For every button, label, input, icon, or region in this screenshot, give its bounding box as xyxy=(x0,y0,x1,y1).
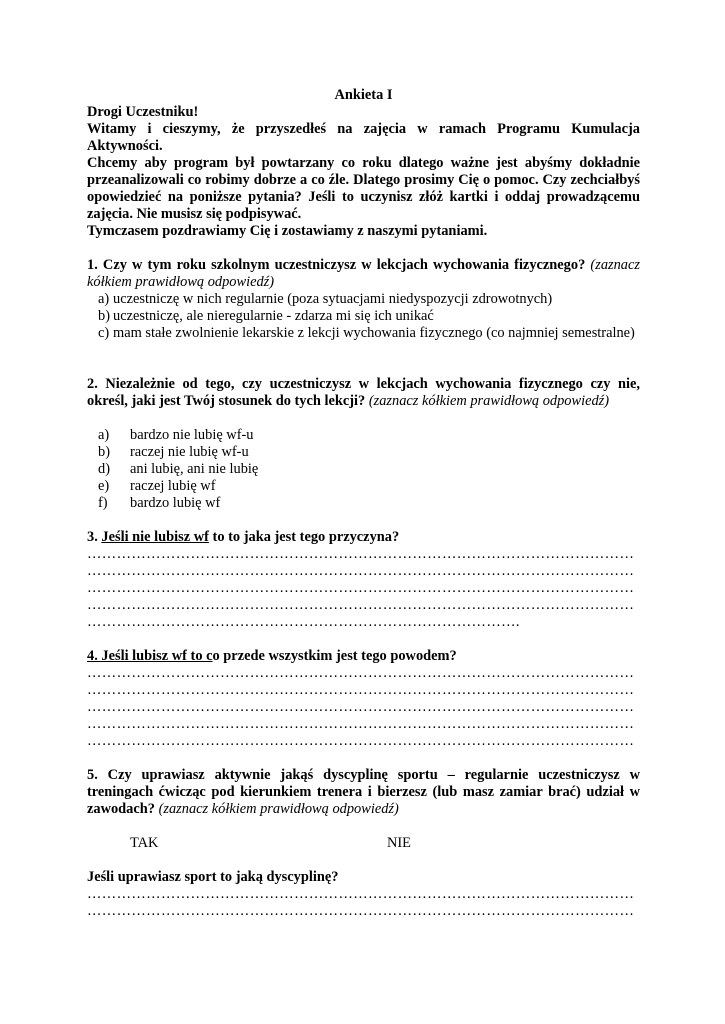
question-4-rest: o przede wszystkim jest tego powodem? xyxy=(212,648,457,664)
option-marker: b) xyxy=(98,308,110,324)
answer-line[interactable]: ………………………………………………………………………………………………… xyxy=(87,665,635,681)
option-marker: f) xyxy=(98,495,108,511)
answer-yes[interactable]: TAK xyxy=(130,835,159,851)
option-marker: a) xyxy=(98,291,110,307)
question-4-underlined: 4. Jeśli lubisz wf to c xyxy=(87,648,213,664)
question-2-options xyxy=(87,427,640,512)
answer-line[interactable]: ………………………………………………………………………………………………… xyxy=(87,733,635,749)
question-1-options xyxy=(87,291,640,342)
option-marker: d) xyxy=(98,461,110,477)
option-text: raczej lubię wf xyxy=(130,478,216,494)
question-2-hint: (zaznacz kółkiem prawidłową odpowiedź) xyxy=(368,393,610,409)
answer-line[interactable]: ………………………………………………………………………………………………… xyxy=(87,699,635,715)
answer-line[interactable]: ………………………………………………………………………………………………… xyxy=(87,580,635,596)
intro-paragraph-3: Tymczasem pozdrawiamy Cię i zostawiamy z naszymi pytaniami. xyxy=(87,223,488,239)
option-item[interactable] xyxy=(87,444,640,461)
option-text: ani lubię, ani nie lubię xyxy=(130,461,259,477)
option-item[interactable] xyxy=(87,461,640,478)
answer-line[interactable]: ………………………………………………………………………………………………… xyxy=(87,682,635,698)
answer-line[interactable]: ………………………………………………………………………………………………… xyxy=(87,903,635,919)
option-text: mam stałe zwolnienie lekarskie z lekcji wychowania fizycznego (co najmniej semestralne) xyxy=(113,325,635,341)
option-text: bardzo lubię wf xyxy=(130,495,221,511)
option-marker: c) xyxy=(98,325,110,341)
answer-no[interactable]: NIE xyxy=(387,835,411,851)
option-item[interactable] xyxy=(87,325,640,342)
answer-line[interactable]: ……………………………………………………………………………. xyxy=(87,614,520,630)
option-text: bardzo nie lubię wf-u xyxy=(130,427,254,443)
question-5-hint: (zaznacz kółkiem prawidłową odpowiedź) xyxy=(158,801,399,817)
question-5 xyxy=(87,767,640,818)
question-4-answer-lines[interactable] xyxy=(87,665,640,750)
question-3 xyxy=(87,529,640,546)
answer-line[interactable]: ………………………………………………………………………………………………… xyxy=(87,716,635,732)
yes-no-choice xyxy=(87,835,640,852)
question-4 xyxy=(87,648,640,665)
answer-line[interactable]: ………………………………………………………………………………………………… xyxy=(87,563,635,579)
option-item[interactable] xyxy=(87,427,640,444)
option-marker: a) xyxy=(98,427,110,443)
option-text: raczej nie lubię wf-u xyxy=(130,444,249,460)
intro-paragraph-1: Witamy i cieszymy, że przyszedłeś na zajęcia w ramach Programu Kumulacja Aktywności. xyxy=(87,121,640,154)
option-text: uczestniczę, ale nieregularnie - zdarza mi się ich unikać xyxy=(113,308,434,324)
option-item[interactable] xyxy=(87,495,640,512)
option-marker: b) xyxy=(98,444,110,460)
answer-line[interactable]: ………………………………………………………………………………………………… xyxy=(87,597,635,613)
answer-line[interactable]: ………………………………………………………………………………………………… xyxy=(87,546,635,562)
question-5-text: 5. Czy uprawiasz aktywnie jakąś dyscyplinę sportu – regularnie uczestniczysz w treningach ćwicząc pod kierunkiem trenera i bierzesz (lub masz zamiar brać) udział w zawodach? xyxy=(87,767,640,817)
question-2 xyxy=(87,376,640,410)
survey-content xyxy=(87,87,640,920)
question-1 xyxy=(87,257,640,291)
question-3-underlined: Jeśli nie lubisz wf xyxy=(101,529,209,545)
question-3-answer-lines[interactable] xyxy=(87,546,640,631)
page-title: Ankieta I xyxy=(334,87,393,103)
option-item[interactable] xyxy=(87,291,640,308)
question-2-text: 2. Niezależnie od tego, czy uczestniczysz w lekcjach wychowania fizycznego czy nie, określ, jaki jest Twój stosunek do tych lekcji? xyxy=(87,376,640,409)
answer-line[interactable]: ………………………………………………………………………………………………… xyxy=(87,886,635,902)
question-3-number: 3. xyxy=(87,529,102,545)
question-1-hint: (zaznacz kółkiem prawidłową odpowiedź) xyxy=(87,257,640,290)
question-3-rest: to to jaka jest tego przyczyna? xyxy=(208,529,400,545)
intro-paragraph-2: Chcemy aby program był powtarzany co roku dlatego ważne jest abyśmy dokładnie przeanalizowali co robimy dobrze a co źle. Dlatego prosimy Cię o pomoc. Czy zechciałbyś opowiedzieć na poniższe pytania? Jeśli to uczynisz złóż kartki i oddaj prowadzącemu zajęcia. Nie musisz się podpisywać. xyxy=(87,155,640,222)
option-item[interactable] xyxy=(87,478,640,495)
question-6-answer-lines[interactable] xyxy=(87,886,640,920)
question-6: Jeśli uprawiasz sport to jaką dyscyplinę? xyxy=(87,869,339,885)
option-text: uczestniczę w nich regularnie (poza sytuacjami niedyspozycji zdrowotnych) xyxy=(113,291,553,307)
question-1-text: 1. Czy w tym roku szkolnym uczestniczysz w lekcjach wychowania fizycznego? xyxy=(87,257,586,273)
option-item[interactable] xyxy=(87,308,640,325)
intro xyxy=(87,104,640,240)
intro-greeting: Drogi Uczestniku! xyxy=(87,104,199,120)
option-marker: e) xyxy=(98,478,110,494)
